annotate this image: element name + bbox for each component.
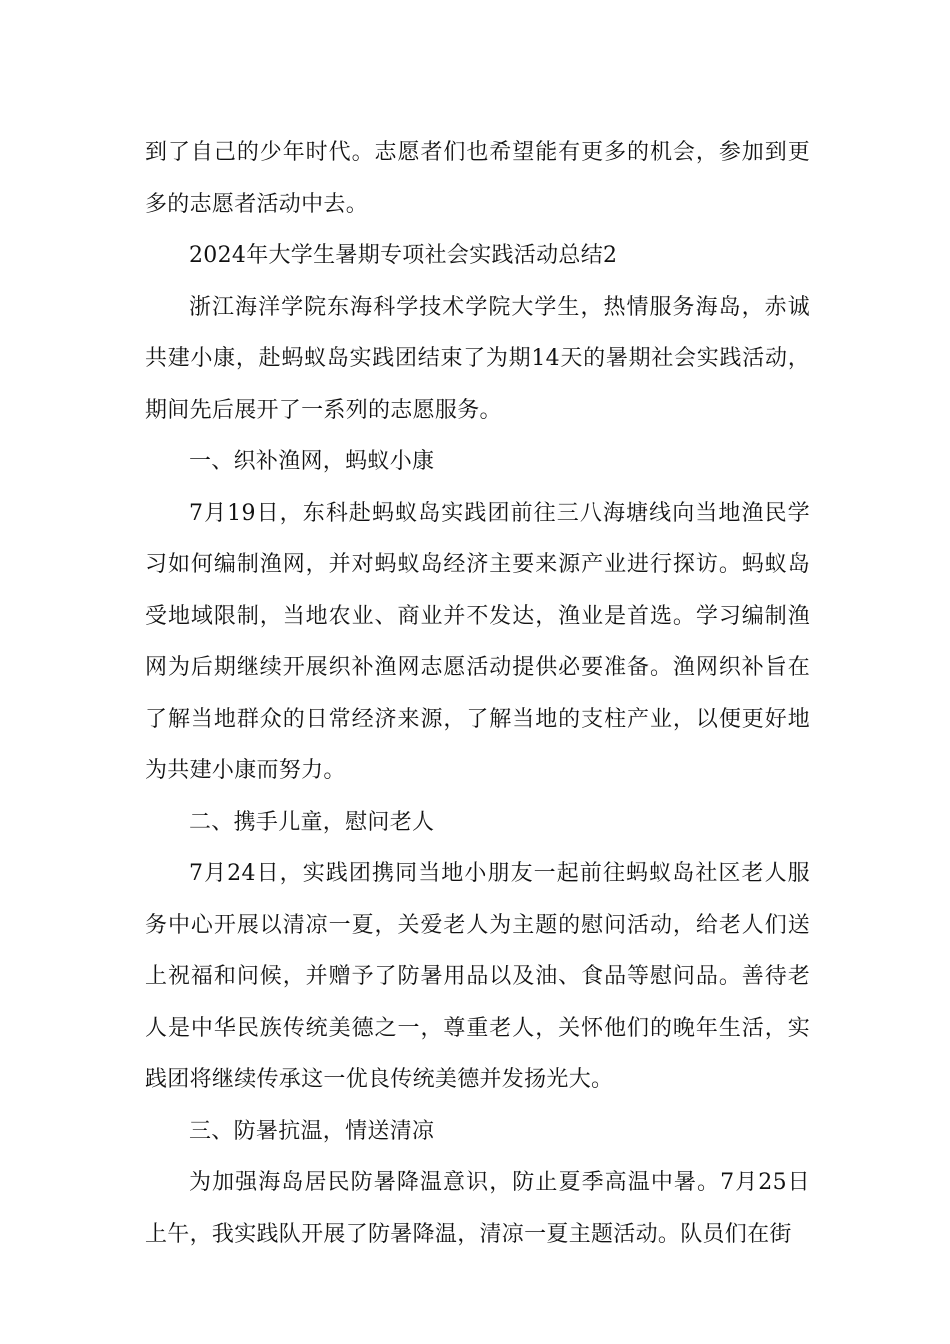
- paragraph-intro: 浙江海洋学院东海科学技术学院大学生，热情服务海岛，赤诚共建小康，赴蚂蚁岛实践团结束了为期14天的暑期社会实践活动，期间先后展开了一系列的志愿服务。: [145, 294, 810, 423]
- paragraph-2: 7月24日，实践团携同当地小朋友一起前往蚂蚁岛社区老人服务中心开展以清凉一夏，关爱老人为主题的慰问活动，给老人们送上祝福和问候，并赠予了防暑用品以及油、食品等慰问品。善待老人是中华民族传统美德之一，尊重老人，关怀他们的晚年生活，实践团将继续传承这一优良传统美德并发扬光大。: [145, 861, 810, 1092]
- heading-2: 二、携手儿童，慰问老人: [189, 809, 435, 835]
- paragraph-1: 7月19日，东科赴蚂蚁岛实践团前往三八海塘线向当地渔民学习如何编制渔网，并对蚂蚁岛经济主要来源产业进行探访。蚂蚁岛受地域限制，当地农业、商业并不发达，渔业是首选。学习编制渔网为后期继续开展织补渔网志愿活动提供必要准备。渔网织补旨在了解当地群众的日常经济来源，了解当地的支柱产业，以便更好地为共建小康而努力。: [145, 500, 810, 783]
- document-body: [145, 127, 810, 1260]
- paragraph-3: 为加强海岛居民防暑降温意识，防止夏季高温中暑。7月25日上午，我实践队开展了防暑降温，清凉一夏主题活动。队员们在街: [145, 1170, 810, 1247]
- section-title: 2024年大学生暑期专项社会实践活动总结2: [189, 243, 618, 268]
- paragraph-continued: 到了自己的少年时代。志愿者们也希望能有更多的机会，参加到更多的志愿者活动中去。: [145, 140, 810, 217]
- heading-1: 一、织补渔网，蚂蚁小康: [189, 449, 435, 474]
- heading-3: 三、防暑抗温，情送清凉: [189, 1118, 435, 1144]
